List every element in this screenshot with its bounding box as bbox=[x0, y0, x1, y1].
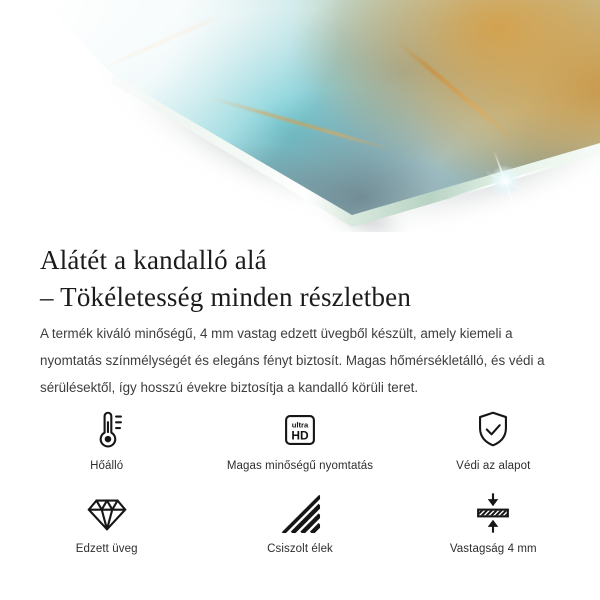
gold-vein bbox=[208, 96, 391, 151]
product-description: A termék kiváló minőségű, 4 mm vastag edzett üvegből készült, amely kiemeli a nyomtatás színmélységét és elegáns fényt biztosít. Magas hőmérsékletálló, és védi a sérülésektől, így hosszú évekre biztosítja a kandalló körüli teret. bbox=[40, 326, 545, 395]
title-line-2: – Tökéletesség minden részletben bbox=[40, 282, 412, 312]
feature-thickness bbox=[397, 490, 590, 558]
feature-grid bbox=[0, 407, 600, 558]
feature-label: Csiszolt élek bbox=[267, 543, 333, 555]
polished-edges-icon bbox=[277, 490, 323, 536]
feature-protects-base bbox=[397, 407, 590, 475]
feature-label: Vastagság 4 mm bbox=[449, 543, 537, 555]
feature-label: Hőálló bbox=[90, 460, 124, 472]
title-line-1: Alátét a kandalló alá bbox=[40, 245, 267, 275]
shield-check-icon bbox=[470, 407, 516, 453]
gold-vein bbox=[93, 14, 222, 74]
badge-text-hd: HD bbox=[291, 428, 309, 443]
page-title bbox=[40, 242, 560, 316]
diamond-icon bbox=[84, 490, 130, 536]
badge-text-ultra: ultra bbox=[291, 420, 309, 430]
thickness-compress-icon bbox=[470, 490, 516, 536]
feature-heat-resistant bbox=[10, 407, 203, 475]
feature-print-quality bbox=[203, 407, 396, 475]
feature-polished-edges bbox=[203, 490, 396, 558]
feature-tempered-glass bbox=[10, 490, 203, 558]
product-photo bbox=[0, 0, 600, 232]
gold-vein bbox=[396, 40, 513, 139]
feature-label: Magas minőségű nyomtatás bbox=[226, 460, 374, 472]
thermometer-icon bbox=[84, 407, 130, 453]
feature-label: Védi az alapot bbox=[456, 460, 531, 472]
ultra-hd-badge-icon bbox=[277, 407, 323, 453]
feature-label: Edzett üveg bbox=[75, 543, 138, 555]
